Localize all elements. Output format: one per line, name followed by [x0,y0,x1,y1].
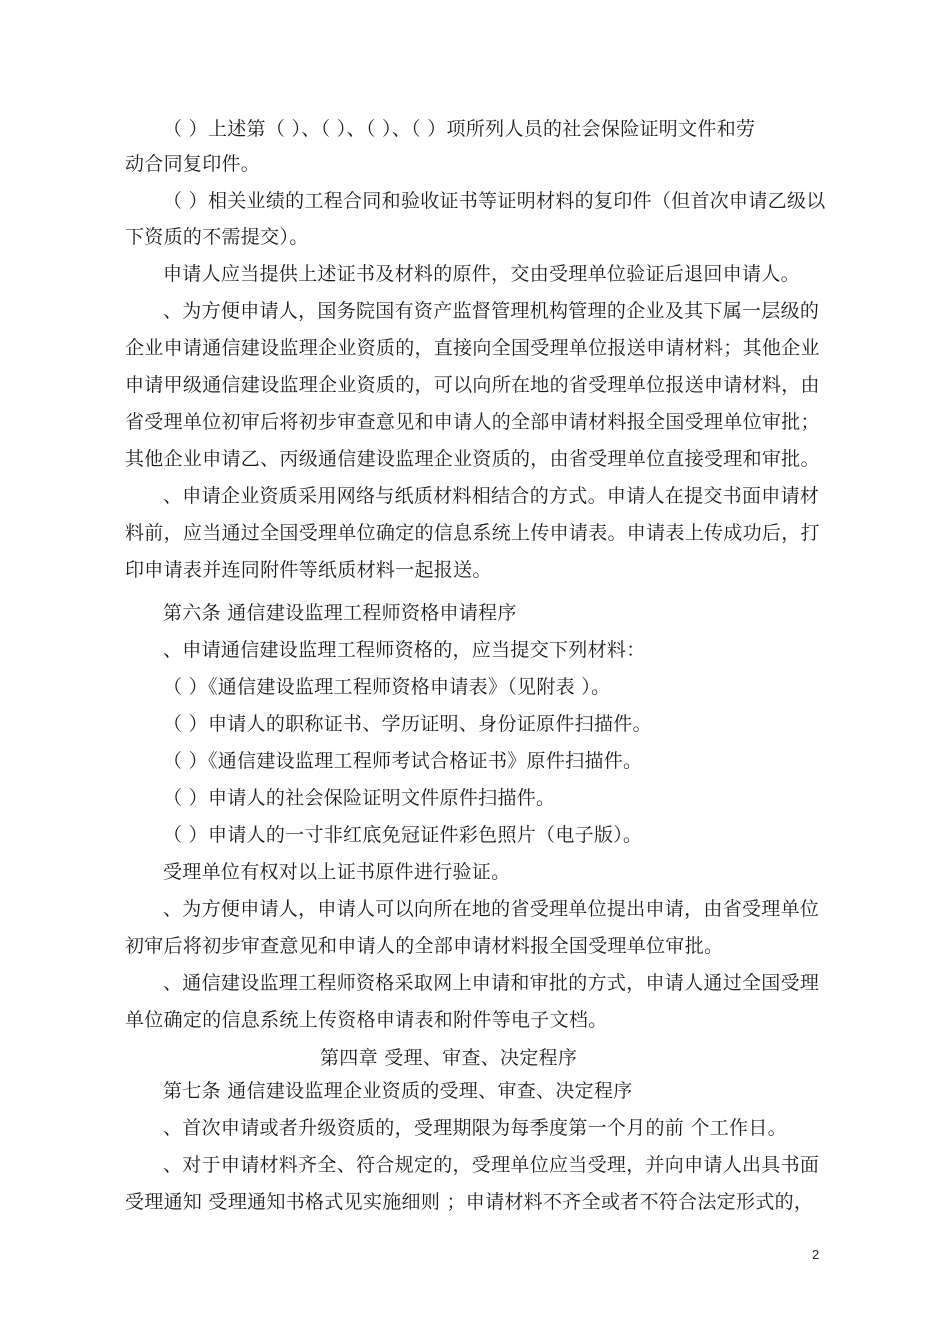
chapter-heading: 第四章 受理、审查、决定程序 [320,1047,578,1069]
list-item: （ ）申请人的社会保险证明文件原件扫描件。 [163,787,556,809]
text-line: 受理通知 受理通知书格式见实施细则 ；申请材料不齐全或者不符合法定形式的， [125,1191,814,1213]
text-line: 、为方便申请人，国务院国有资产监督管理机构管理的企业及其下属一层级的 [163,300,820,322]
text-line: （ ）上述第（ ）、（ ）、（ ）、（ ）项所列人员的社会保险证明文件和劳 [163,118,756,140]
text-line: 初审后将初步审查意见和申请人的全部申请材料报全国受理单位审批。 [125,935,724,957]
text-line: 申请人应当提供上述证书及材料的原件，交由受理单位验证后退回申请人。 [163,263,800,285]
article-heading: 第六条 通信建设监理工程师资格申请程序 [163,602,517,624]
text-line: 企业申请通信建设监理企业资质的，直接向全国受理单位报送申请材料；其他企业 [125,337,820,359]
text-line: 、首次申请或者升级资质的，受理期限为每季度第一个月的前 个工作日。 [163,1117,787,1139]
text-line: （ ）相关业绩的工程合同和验收证书等证明材料的复印件（但首次申请乙级以 [163,190,826,212]
text-line: 印申请表并连同附件等纸质材料一起报送。 [125,559,492,581]
article-heading: 第七条 通信建设监理企业资质的受理、审查、决定程序 [163,1080,633,1102]
text-line: 、申请通信建设监理工程师资格的，应当提交下列材料： [163,639,646,661]
text-line: 、申请企业资质采用网络与纸质材料相结合的方式。申请人在提交书面申请材 [163,485,820,507]
page-number: 2 [812,1247,820,1262]
list-item: （ ）申请人的一寸非红底免冠证件彩色照片（电子版）。 [163,824,643,846]
text-line: 、通信建设监理工程师资格采取网上申请和审批的方式，申请人通过全国受理 [163,972,820,994]
text-line: 、为方便申请人，申请人可以向所在地的省受理单位提出申请，由省受理单位 [163,898,820,920]
list-item: （ ）申请人的职称证书、学历证明、身份证原件扫描件。 [163,713,652,735]
text-line: 受理单位有权对以上证书原件进行验证。 [163,861,511,883]
list-item: （ ）《通信建设监理工程师资格申请表》（见附表 ）。 [163,676,611,698]
text-line: 、对于申请材料齐全、符合规定的，受理单位应当受理，并向申请人出具书面 [163,1154,820,1176]
text-line: 动合同复印件。 [125,153,261,175]
list-item: （ ）《通信建设监理工程师考试合格证书》原件扫描件。 [163,750,643,772]
text-line: 其他企业申请乙、丙级通信建设监理企业资质的，由省受理单位直接受理和审批。 [125,448,820,470]
text-line: 省受理单位初审后将初步审查意见和申请人的全部申请材料报全国受理单位审批； [125,411,820,433]
text-line: 料前，应当通过全国受理单位确定的信息系统上传申请表。申请表上传成功后，打 [125,522,820,544]
text-line: 申请甲级通信建设监理企业资质的，可以向所在地的省受理单位报送申请材料，由 [125,374,820,396]
text-line: 单位确定的信息系统上传资格申请表和附件等电子文档。 [125,1009,608,1031]
text-line: 下资质的不需提交）。 [125,226,309,248]
